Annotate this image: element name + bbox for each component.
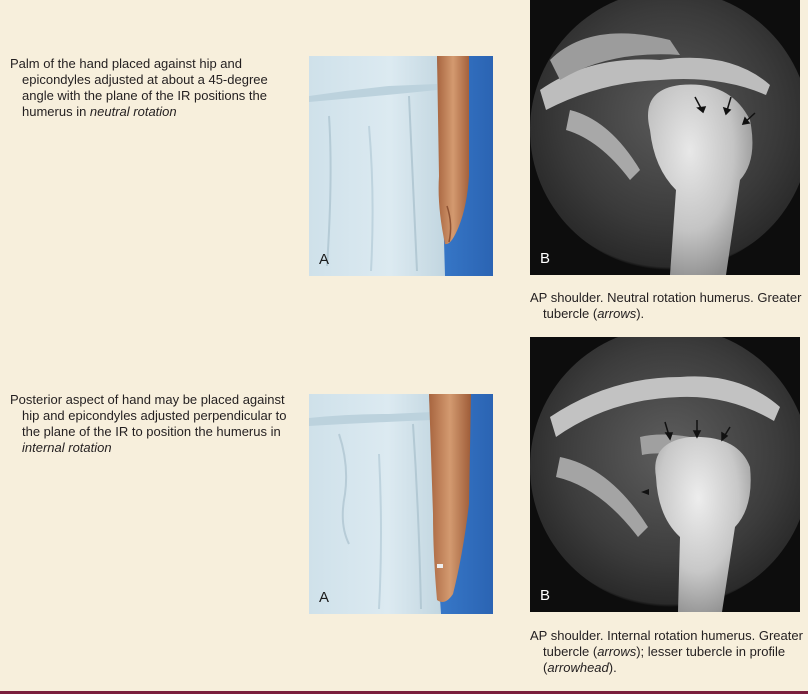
xray-image-neutral	[530, 0, 800, 275]
caption-text-3: ).	[608, 660, 617, 675]
instruction-text: Posterior aspect of hand may be placed against hip and epicondyles adjusted perpendicular to the plane of the IR to position the humerus in	[10, 392, 287, 439]
caption-text: AP shoulder. Neutral rotation humerus. Greater tubercle (	[530, 290, 802, 321]
caption-emphasis-2: arrowhead	[547, 660, 609, 675]
xray-neutral-rotation	[530, 0, 800, 275]
panel-label-a: A	[319, 251, 330, 268]
instruction-neutral-rotation	[10, 56, 292, 120]
instruction-emphasis: neutral rotation	[89, 104, 177, 119]
panel-label-b: B	[540, 587, 551, 604]
instruction-emphasis: internal rotation	[22, 440, 112, 455]
caption-neutral-rotation	[530, 290, 808, 322]
panel-label-b: B	[540, 250, 551, 267]
xray-internal-rotation	[530, 337, 800, 612]
caption-text-2: ); lesser tubercle in profile (	[543, 644, 786, 675]
instruction-internal-rotation	[10, 392, 292, 456]
photo-neutral-rotation	[309, 56, 493, 276]
caption-text-2: ).	[636, 306, 645, 321]
photo-illustration-neutral	[309, 56, 493, 276]
xray-image-internal	[530, 337, 800, 612]
caption-emphasis: arrows	[597, 644, 637, 659]
caption-internal-rotation	[530, 628, 808, 676]
photo-illustration-internal	[309, 394, 493, 614]
caption-emphasis: arrows	[597, 306, 637, 321]
panel-label-a: A	[319, 589, 330, 606]
photo-internal-rotation	[309, 394, 493, 614]
instruction-text: Palm of the hand placed against hip and epicondyles adjusted at about a 45-degree angle with the plane of the IR positions the humerus in	[10, 56, 268, 119]
caption-text: AP shoulder. Internal rotation humerus. Greater tubercle (	[530, 628, 803, 659]
